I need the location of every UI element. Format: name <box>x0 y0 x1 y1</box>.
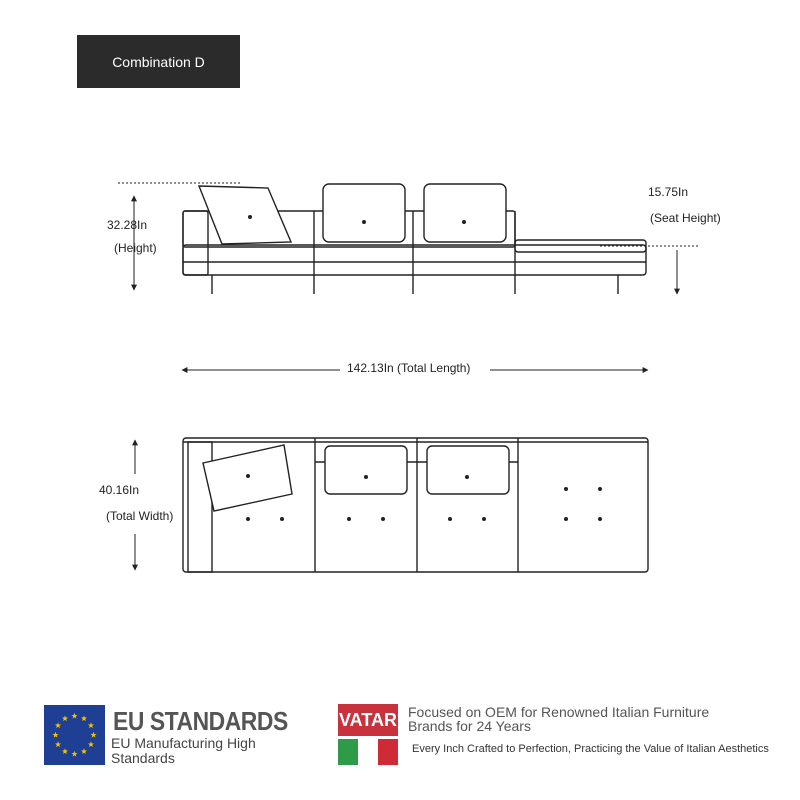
italy-flag-white <box>358 739 378 765</box>
total-length-label: 142.13In (Total Length) <box>347 361 471 375</box>
eu-standards-subtitle: EU Manufacturing High Standards <box>111 735 256 766</box>
italy-flag-red <box>378 739 398 765</box>
height-label: (Height) <box>114 241 157 255</box>
sofa-front-view <box>183 184 646 294</box>
width-label: (Total Width) <box>106 509 174 523</box>
height-value: 32.28In <box>107 218 148 232</box>
eu-flag-icon <box>44 705 105 765</box>
italy-flag-icon <box>338 739 398 765</box>
italy-flag-green <box>338 739 358 765</box>
vatar-tagline: Focused on OEM for Renowned Italian Furniture Brands for 24 Years <box>408 704 710 734</box>
seat-height-value: 15.75In <box>648 185 689 199</box>
eu-standards-title: EU STANDARDS <box>113 706 288 736</box>
combination-title: Combination D <box>77 35 240 88</box>
sofa-top-view <box>183 438 648 572</box>
top-seat-buttons <box>246 474 602 521</box>
vatar-motto: Every Inch Crafted to Perfection, Practicing the Value of Italian Aesthetics <box>412 743 769 755</box>
vatar-logo: VATAR <box>338 704 398 736</box>
seat-height-label: (Seat Height) <box>650 211 721 225</box>
width-value: 40.16In <box>99 483 140 497</box>
